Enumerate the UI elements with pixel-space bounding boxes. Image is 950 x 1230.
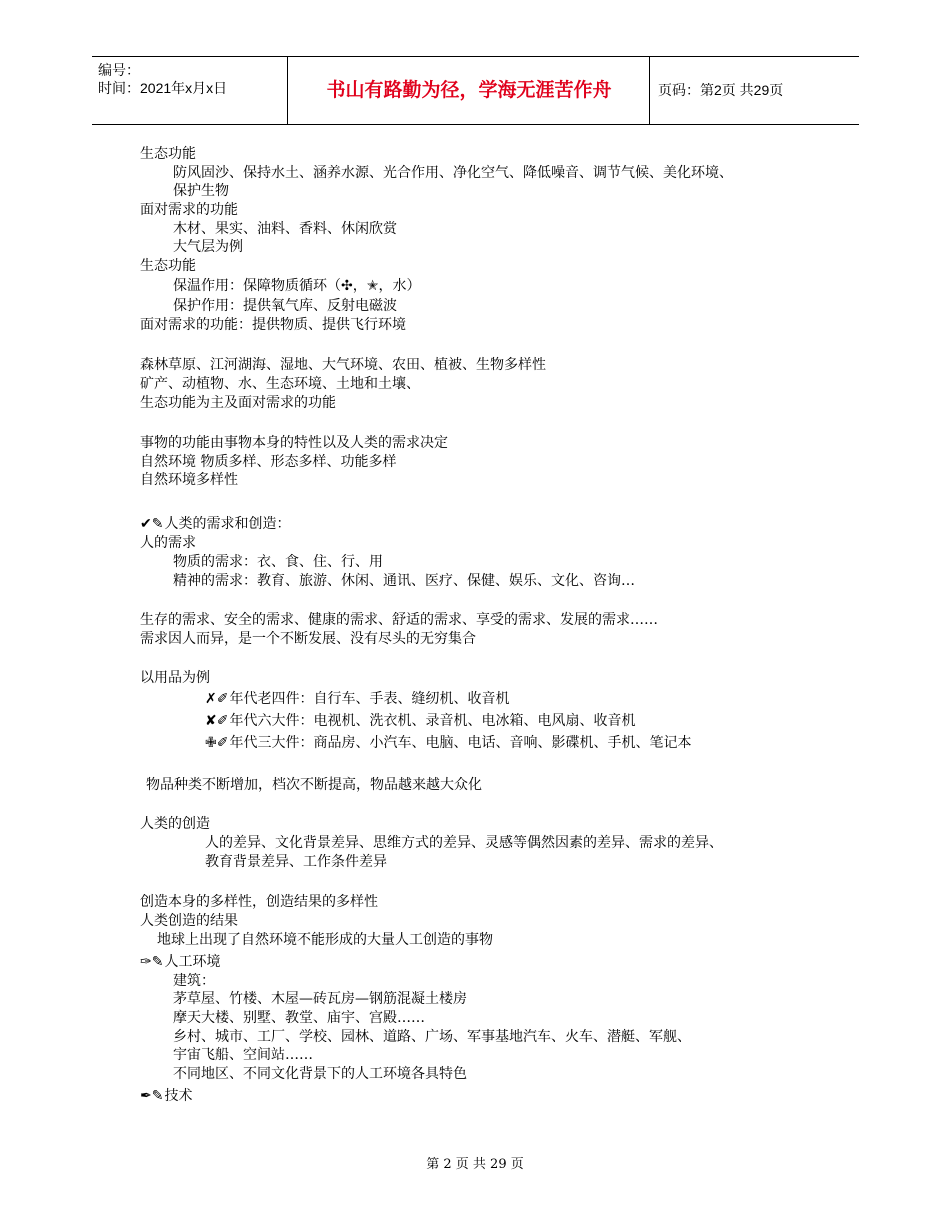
- section-heading: 人的需求: [140, 535, 196, 551]
- section-heading: 人类的创造: [140, 816, 210, 832]
- list-item-text: 年代三大件：商品房、小汽车、电脑、电话、音响、影碟机、手机、笔记本: [229, 735, 692, 751]
- section-heading: 生态功能: [140, 258, 196, 274]
- body-text-line: 宇宙飞船、空间站……: [173, 1047, 313, 1063]
- plus-cross-pencil-icon: ✙✐: [205, 735, 229, 751]
- document-number-label: 编号：: [98, 62, 140, 78]
- body-text-line: 需求因人而异，是一个不断发展、没有尽头的无穷集合: [140, 631, 476, 647]
- body-text-line: 事物的功能由事物本身的特性以及人类的需求决定: [140, 435, 448, 451]
- body-text-line: 教育背景差异、工作条件差异: [205, 854, 387, 870]
- section-heading: 面对需求的功能: [140, 202, 238, 218]
- heavy-cross-pencil-icon: ✘✐: [205, 713, 229, 729]
- body-text-line: 精神的需求：教育、旅游、休闲、通讯、医疗、保健、娱乐、文化、咨询…: [173, 573, 635, 589]
- body-text-line: 生态功能为主及面对需求的功能: [140, 395, 336, 411]
- heading-text: 人类的需求和创造：: [164, 516, 291, 532]
- heading-text: 技术: [164, 1088, 193, 1104]
- header-motto: 书山有路勤为径，学海无涯苦作舟: [326, 79, 612, 101]
- body-text-line: 大气层为例: [173, 239, 243, 255]
- cross-pencil-icon: ✗✐: [205, 691, 229, 707]
- body-text-line: 生存的需求、安全的需求、健康的需求、舒适的需求、享受的需求、发展的需求……: [140, 612, 658, 628]
- body-text-line: 防风固沙、保持水土、涵养水源、光合作用、净化空气、降低噪音、调节气候、美化环境、: [173, 165, 733, 181]
- body-text-line: 木材、果实、油料、香料、休闲欣赏: [173, 221, 397, 237]
- body-text-line: 不同地区、不同文化背景下的人工环境各具特色: [173, 1066, 467, 1082]
- body-text-line: 人的差异、文化背景差异、思维方式的差异、灵感等偶然因素的差异、需求的差异、: [205, 835, 723, 851]
- document-time-label: 时间：2021年x月x日: [98, 80, 228, 96]
- body-text-line: 森林草原、江河湖海、湿地、大气环境、农田、植被、生物多样性: [140, 357, 546, 373]
- body-text-line: 摩天大楼、别墅、教堂、庙宇、宫殿……: [173, 1010, 425, 1026]
- page-footer: 第 2 页 共 29 页: [426, 1157, 524, 1172]
- body-text-line: 创造本身的多样性，创造结果的多样性: [140, 894, 378, 910]
- body-text-line: 乡村、城市、工厂、学校、园林、道路、广场、军事基地汽车、火车、潜艇、军舰、: [173, 1029, 691, 1045]
- list-item: [205, 690, 509, 708]
- pen-pencil-icon: ✑✎: [140, 954, 164, 970]
- body-text-line: 自然环境多样性: [140, 472, 238, 488]
- heading-text: 人工环境: [164, 954, 221, 970]
- body-text-line: 矿产、动植物、水、生态环境、土地和土壤、: [140, 376, 420, 392]
- body-text-line: 茅草屋、竹楼、木屋—砖瓦房—钢筋混凝土楼房: [173, 991, 467, 1007]
- body-text-line: 保温作用：保障物质循环（✣，✭，水）: [173, 278, 421, 294]
- header-left-block: [98, 61, 227, 97]
- body-text-line: 建筑：: [173, 973, 215, 989]
- body-text-line: 物质的需求：衣、食、住、行、用: [173, 554, 383, 570]
- body-text-line: 自然环境 物质多样、形态多样、功能多样: [140, 454, 397, 470]
- body-text-line: 保护生物: [173, 183, 229, 199]
- body-text-line: 地球上出现了自然环境不能形成的大量人工创造的事物: [157, 932, 493, 948]
- section-heading: 面对需求的功能：提供物质、提供飞行环境: [140, 317, 406, 333]
- header-page-number: 页码：第2页 共29页: [658, 82, 784, 98]
- list-item: [205, 712, 635, 730]
- section-heading: 生态功能: [140, 146, 196, 162]
- nib-pencil-icon: ✒✎: [140, 1088, 164, 1104]
- section-heading: 人类创造的结果: [140, 913, 238, 929]
- header-divider: [649, 57, 650, 124]
- list-item-text: 年代老四件：自行车、手表、缝纫机、收音机: [229, 691, 510, 707]
- body-text-line: 保护作用：提供氧气库、反射电磁波: [173, 298, 397, 314]
- section-heading: [140, 953, 220, 971]
- section-heading: 以用品为例: [140, 670, 210, 686]
- section-heading: [140, 1087, 192, 1105]
- page-header: [92, 56, 859, 125]
- list-item: [205, 734, 691, 752]
- checkmark-pencil-icon: ✔✎: [140, 516, 164, 532]
- body-text-line: 物品种类不断增加，档次不断提高，物品越来越大众化: [146, 777, 482, 793]
- list-item-text: 年代六大件：电视机、洗衣机、录音机、电冰箱、电风扇、收音机: [229, 713, 636, 729]
- section-heading: [140, 515, 290, 533]
